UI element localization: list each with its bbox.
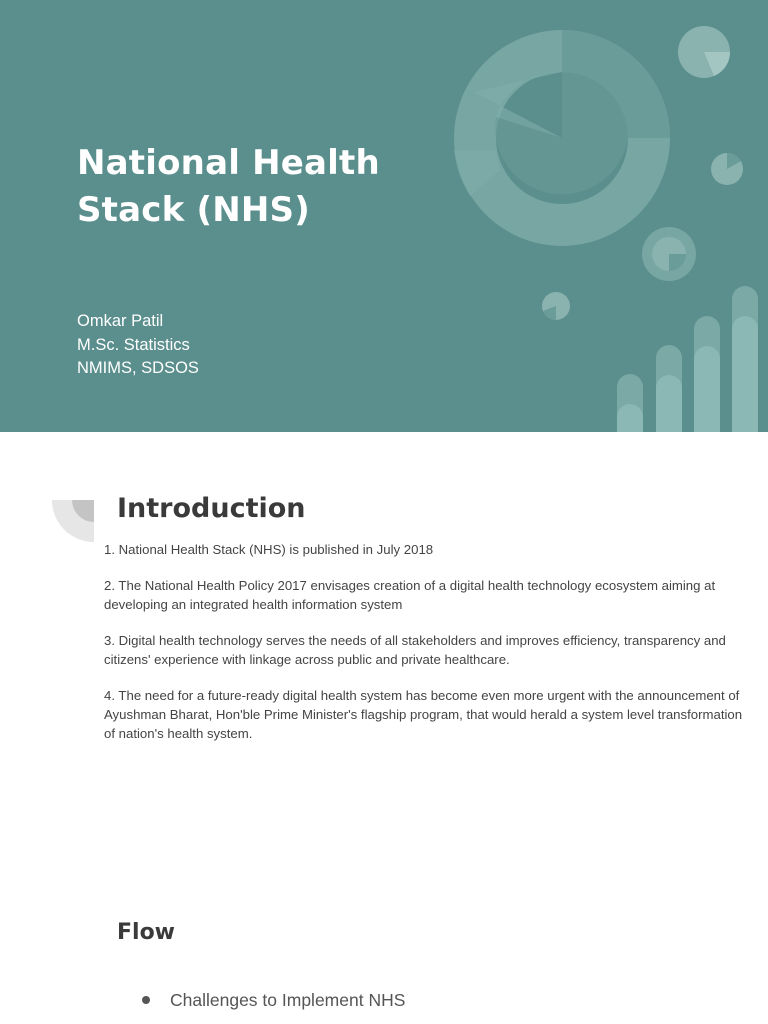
quarter-circle-icon: [52, 500, 96, 544]
pie-chart-icon: [678, 26, 730, 78]
point-4: 4. The need for a future-ready digital health system has become even more urgent with the announcement of Ayushman Bharat, Hon'ble Prime Minister's flagship program, that would herald a system level transformation of nation's health system.: [104, 688, 743, 741]
point-2: 2. The National Health Policy 2017 envisages creation of a digital health technology ecosystem aiming at developing an integrated health information system: [104, 578, 716, 612]
introduction-heading: Introduction: [117, 493, 306, 524]
flow-item-label: Challenges to Implement NHS: [170, 990, 406, 1010]
point-1: 1. National Health Stack (NHS) is published in July 2018: [104, 542, 434, 557]
author-degree: M.Sc. Statistics: [77, 335, 190, 354]
introduction-points: [104, 540, 744, 760]
author-name: Omkar Patil: [77, 312, 164, 330]
donut-chart-icon: [454, 30, 670, 246]
list-item: [140, 987, 405, 1013]
flow-list: [140, 987, 405, 1013]
title-slide: [0, 0, 768, 432]
ring-chart-icon: [642, 227, 696, 281]
point-3: 3. Digital health technology serves the needs of all stakeholders and improves efficiency, transparency and citizens' experience with linkage across public and private healthcare.: [104, 633, 726, 667]
pie-chart-small-icon: [711, 153, 743, 185]
slide-title: National Health Stack (NHS): [77, 143, 380, 230]
author-institute: NMIMS, SDSOS: [77, 359, 199, 377]
pie-chart-tiny-icon: [542, 292, 570, 320]
bullet-icon: [142, 996, 150, 1004]
author-info: [77, 310, 199, 381]
flow-heading: Flow: [117, 920, 176, 945]
